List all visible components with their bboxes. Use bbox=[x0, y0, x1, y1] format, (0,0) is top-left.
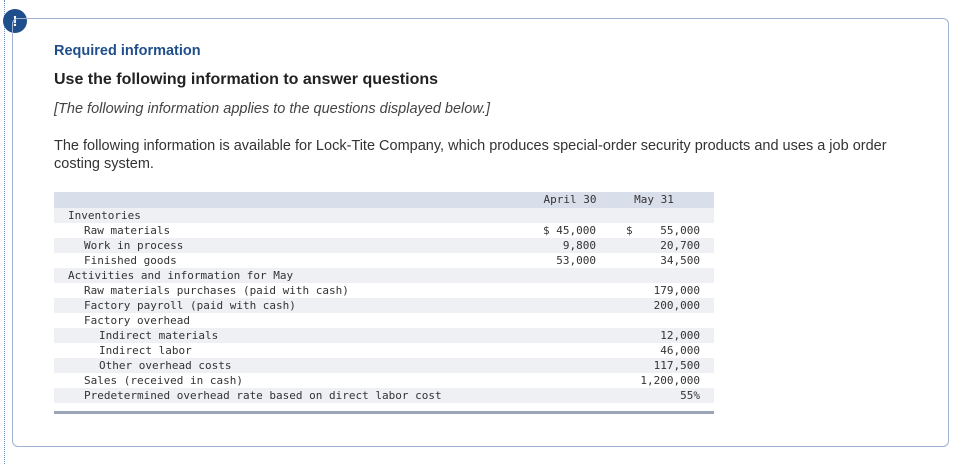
row-may-value: 117,500 bbox=[653, 359, 700, 372]
row-may-value: 1,200,000 bbox=[640, 374, 700, 387]
table-row bbox=[54, 343, 714, 358]
row-april-value: $ 45,000 bbox=[543, 224, 596, 237]
left-dotted-rail bbox=[4, 0, 5, 464]
table-row bbox=[54, 328, 714, 343]
row-label: Factory overhead bbox=[84, 314, 190, 327]
table-row bbox=[54, 238, 714, 253]
row-may-value: 20,700 bbox=[660, 239, 700, 252]
table-row bbox=[54, 313, 714, 328]
table-row bbox=[54, 358, 714, 373]
row-may-value: 200,000 bbox=[653, 299, 700, 312]
row-april-value: 53,000 bbox=[556, 254, 596, 267]
column-header-may: May 31 bbox=[634, 193, 674, 206]
table-row bbox=[54, 208, 714, 223]
table-row bbox=[54, 223, 714, 238]
row-april-value: 9,800 bbox=[562, 239, 596, 252]
row-label: Finished goods bbox=[84, 254, 177, 267]
table-row bbox=[54, 283, 714, 298]
row-label: Indirect materials bbox=[99, 329, 219, 342]
row-dollar-sign: $ bbox=[626, 224, 633, 237]
row-label: Indirect labor bbox=[99, 344, 192, 357]
table-header-band bbox=[54, 192, 714, 209]
applies-note: [The following information applies to the questions displayed below.] bbox=[54, 101, 491, 117]
row-label: Factory payroll (paid with cash) bbox=[84, 299, 296, 312]
row-label: Sales (received in cash) bbox=[84, 374, 243, 387]
row-label: Raw materials purchases (paid with cash) bbox=[84, 284, 349, 297]
alert-icon: ! bbox=[3, 9, 27, 33]
required-information-title: Required information bbox=[54, 43, 201, 59]
row-label: Predetermined overhead rate based on direct labor cost bbox=[84, 389, 442, 402]
table-body bbox=[54, 208, 714, 403]
table-bottom-rule bbox=[54, 411, 714, 414]
instructions-heading: Use the following information to answer questions bbox=[54, 71, 439, 88]
row-may-value: 179,000 bbox=[653, 284, 700, 297]
table-row bbox=[54, 298, 714, 313]
table-row bbox=[54, 388, 714, 403]
table-row bbox=[54, 253, 714, 268]
column-header-april: April 30 bbox=[543, 193, 597, 206]
row-may-value: 46,000 bbox=[660, 344, 700, 357]
table-row bbox=[54, 268, 714, 283]
table-row bbox=[54, 373, 714, 388]
row-may-value: 55,000 bbox=[660, 224, 700, 237]
row-may-value: 12,000 bbox=[660, 329, 700, 342]
row-label: Other overhead costs bbox=[99, 359, 232, 372]
row-may-value: 55% bbox=[680, 389, 700, 402]
row-label: Work in process bbox=[84, 239, 184, 252]
row-label: Raw materials bbox=[84, 224, 171, 237]
intro-paragraph: The following information is available for Lock-Tite Company, which produces special-order security products and uses a job order costing system. bbox=[54, 138, 887, 172]
row-label: Activities and information for May bbox=[68, 269, 294, 282]
row-may-value: 34,500 bbox=[660, 254, 700, 267]
row-label: Inventories bbox=[68, 209, 141, 222]
